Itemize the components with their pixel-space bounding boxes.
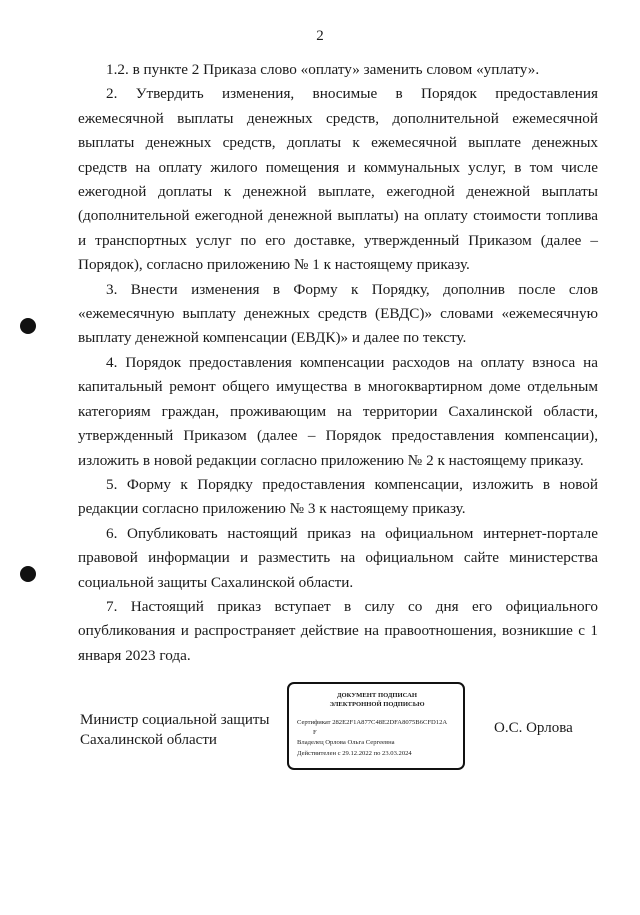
signer-title-line-1: Министр социальной защиты (80, 712, 270, 728)
paragraph-1-2: 1.2. в пункте 2 Приказа слово «оплату» заменить словом «уплату». (106, 61, 540, 78)
paragraph-5: 5. Форму к Порядку предоставления компенсации, изложить в новой редакции согласно приложению № 3 к настоящему приказу. (78, 475, 598, 518)
page-number: 2 (316, 28, 324, 44)
stamp-certificate-continuation: F (313, 728, 317, 736)
signer-title-line-2: Сахалинской области (80, 732, 217, 748)
signer-title (80, 710, 270, 750)
electronic-signature-stamp (287, 682, 465, 770)
paragraph-3: 3. Внести изменения в Форму к Порядку, дополнив после слов «ежемесячную выплату денежных средств (ЕВДС)» словами «ежемесячную выплату денежной компенсации (ЕВДК)» и далее по тексту. (78, 280, 598, 347)
stamp-header (297, 692, 457, 709)
punch-hole-top (20, 318, 36, 334)
stamp-header-line-2: ЭЛЕКТРОННОЙ ПОДПИСЬЮ (329, 700, 425, 708)
stamp-validity: Действителен с 29.12.2022 по 23.03.2024 (297, 749, 412, 757)
paragraph-4: 4. Порядок предоставления компенсации расходов на оплату взноса на капитальный ремонт общего имущества в многоквартирном доме отдельным категориям граждан, проживающим на территории Сахалинской области, утвержденный Приказом (далее – Порядок предоставления компенсации), изложить в новой редакции согласно приложению № 2 к настоящему приказу. (78, 353, 598, 469)
signer-name: О.С. Орлова (494, 720, 573, 736)
paragraph-6: 6. Опубликовать настоящий приказ на официальном интернет-портале правовой информации и разместить на официальном сайте министерства социальной защиты Сахалинской области. (78, 524, 598, 591)
paragraph-2: 2. Утвердить изменения, вносимые в Порядок предоставления ежемесячной выплаты денежных средств, дополнительной ежемесячной выплаты денежных средств, доплаты к ежемесячной выплате денежных средств на оплату жилого помещения и коммунальных услуг, в том числе ежегодной доплаты к денежной выплате, ежегодной денежной выплаты (дополнительной ежегодной денежной выплаты) на оплату стоимости топлива и транспортных услуг по его доставке, утвержденный Приказом (далее – Порядок), согласно приложению № 1 к настоящему приказу. (78, 85, 598, 274)
stamp-header-line-1: ДОКУМЕНТ ПОДПИСАН (337, 692, 417, 699)
stamp-owner: Владелец Орлова Ольга Сергеевна (297, 739, 395, 746)
paragraph-7: 7. Настоящий приказ вступает в силу со дня его официального опубликования и распространяет действие на правоотношения, возникшие с 1 января 2023 года. (78, 597, 598, 664)
punch-hole-bottom (20, 566, 36, 582)
document-body (78, 58, 598, 668)
stamp-certificate: Сертификат 282E2F1A877C48E2DFA8075B6CFD12A (297, 719, 448, 726)
